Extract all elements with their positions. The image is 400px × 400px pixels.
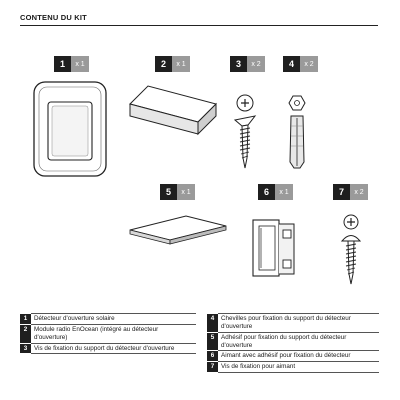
item-number: 1 [54, 56, 71, 72]
item-badge-4 [283, 56, 318, 72]
pan-screw-illustration [338, 212, 364, 288]
item-number: 5 [160, 184, 177, 200]
item-badge-1 [54, 56, 89, 72]
legend-left [20, 313, 196, 354]
legend-row [207, 314, 379, 333]
legend-row [207, 362, 379, 373]
item-badge-3 [230, 56, 265, 72]
legend-text: Vis de fixation du support du détecteur d'ouverture [31, 343, 196, 354]
legend-row [207, 351, 379, 362]
legend-number: 6 [207, 351, 218, 362]
radio-module-illustration [126, 82, 218, 140]
item-number: 4 [283, 56, 300, 72]
item-number: 7 [333, 184, 350, 200]
item-badge-7 [333, 184, 368, 200]
wall-plug-illustration [284, 92, 310, 172]
legend-text: Module radio EnOcean (intégré au détecteur d'ouverture) [31, 324, 196, 343]
legend-number: 4 [207, 314, 218, 333]
legend-number: 2 [20, 324, 31, 343]
item-quantity: x 1 [71, 56, 89, 72]
item-badge-5 [160, 184, 195, 200]
item-quantity: x 1 [177, 184, 195, 200]
item-badge-2 [155, 56, 190, 72]
legend-right [207, 313, 379, 373]
title-divider [20, 25, 378, 26]
item-number: 2 [155, 56, 172, 72]
magnet-illustration [250, 216, 300, 280]
legend-text: Vis de fixation pour aimant [218, 362, 379, 373]
legend-row [207, 332, 379, 351]
legend-number: 5 [207, 332, 218, 351]
legend-number: 7 [207, 362, 218, 373]
item-number: 3 [230, 56, 247, 72]
legend-text: Adhésif pour fixation du support du détecteur d'ouverture [218, 332, 379, 351]
item-quantity: x 1 [275, 184, 293, 200]
legend-text: Chevilles pour fixation du support du détecteur d'ouverture [218, 314, 379, 333]
opening-detector-illustration [32, 80, 108, 178]
item-quantity: x 2 [247, 56, 265, 72]
flat-screw-illustration [232, 92, 258, 172]
adhesive-pad-illustration [126, 212, 230, 250]
item-number: 6 [258, 184, 275, 200]
legend-row [20, 314, 196, 325]
item-quantity: x 2 [350, 184, 368, 200]
legend-row [20, 324, 196, 343]
page-title: CONTENU DU KIT [20, 13, 87, 22]
item-quantity: x 1 [172, 56, 190, 72]
legend-number: 3 [20, 343, 31, 354]
legend-row [20, 343, 196, 354]
legend-number: 1 [20, 314, 31, 325]
legend-text: Aimant avec adhésif pour fixation du détecteur [218, 351, 379, 362]
item-badge-6 [258, 184, 293, 200]
legend-text: Détecteur d'ouverture solaire [31, 314, 196, 325]
item-quantity: x 2 [300, 56, 318, 72]
